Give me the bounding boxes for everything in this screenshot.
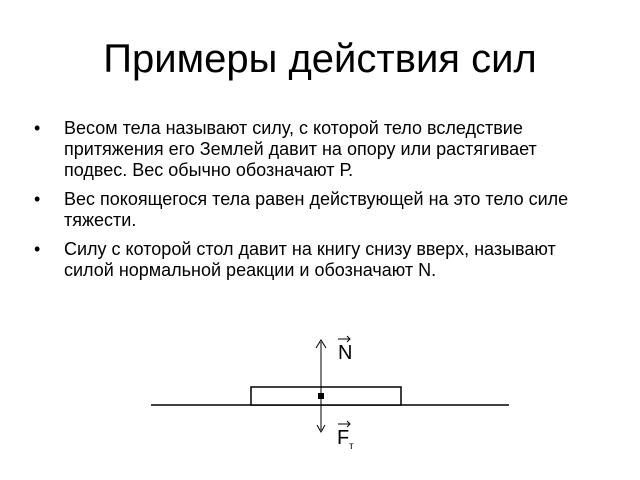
bullet-icon: • [34, 239, 41, 259]
bullet-weight-at-rest [32, 189, 592, 231]
bullet-text: Весом тела называют силу, с которой тело вследствие притяжения его Землей давит на опору или растягивает подвес. Вес обычно обозначают Р. [64, 118, 537, 180]
book-rectangle [251, 387, 401, 405]
slide-title: Примеры действия сил [103, 37, 537, 81]
gravity-force-label: F [337, 427, 350, 449]
gravity-force-subscript: т [349, 441, 354, 452]
bullet-text: Вес покоящегося тела равен действующей на это тело силе тяжести. [64, 189, 569, 230]
center-of-mass-point [318, 393, 324, 399]
bullet-text: Силу с которой стол давит на книгу снизу вверх, называют силой нормальной реакции и обозначают N. [64, 239, 556, 280]
force-diagram [0, 320, 640, 480]
bullet-list [32, 118, 592, 289]
bullet-weight-definition [32, 118, 592, 181]
bullet-normal-reaction [32, 239, 592, 281]
normal-force-label: N [338, 342, 353, 364]
bullet-icon: • [34, 189, 41, 209]
bullet-icon: • [34, 118, 41, 138]
